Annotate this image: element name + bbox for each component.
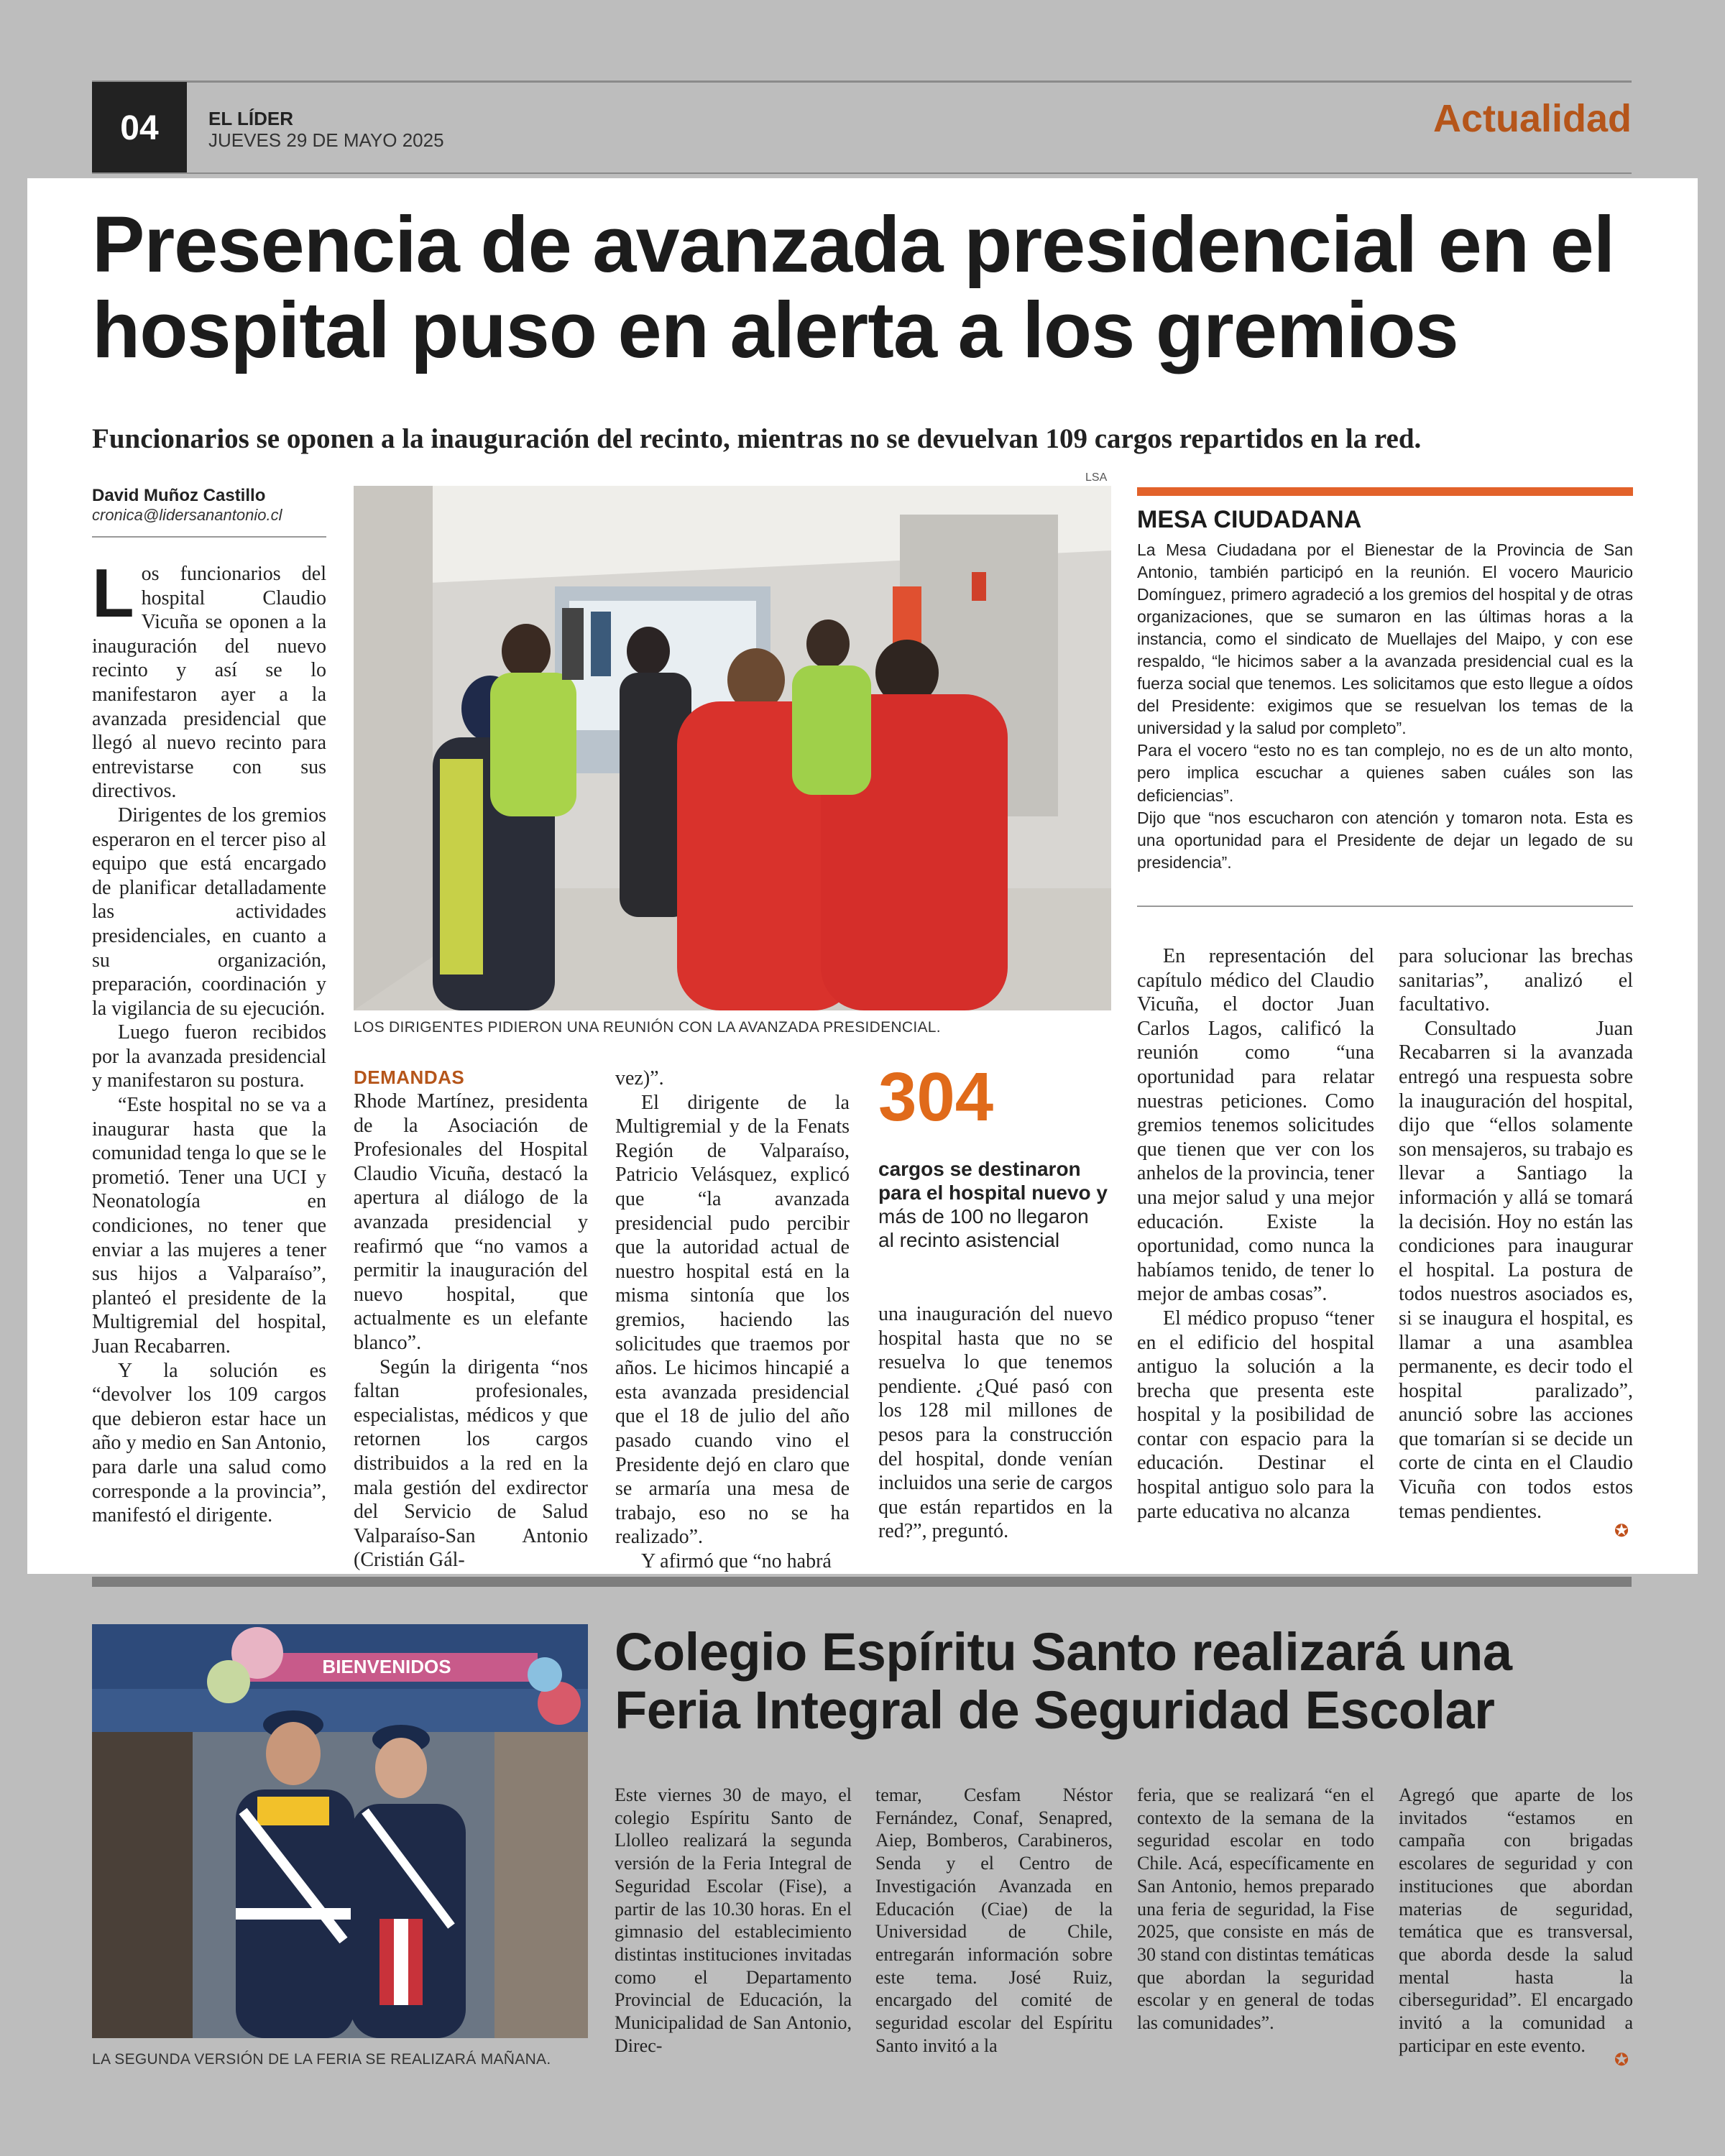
article-column-5 bbox=[1137, 944, 1374, 1524]
hospital-photo bbox=[354, 486, 1111, 1010]
paragraph: En representación del capítulo médico del Claudio Vicuña, el doctor Juan Carlos Lagos, calificó la reunión como “una oportunidad para relatar nuestras peticiones. Como gremios tenemos solicitudes que tienen que ver con los anhelos de la provincia, tener una mejor salud y una mejor educación. Existe la oportunidad, como nunca la habíamos tenido, de tener lo mejor de ambas cosas”. bbox=[1137, 945, 1374, 1306]
paragraph: vez)”. bbox=[615, 1067, 664, 1089]
sidebar-paragraph: Dijo que “nos escucharon con atención y tomaron nota. Esta es una oportunidad para el Presidente de dejar un legado de su presidencia”. bbox=[1137, 808, 1633, 872]
paragraph: El dirigente de la Multigremial y de la Fenats Región de Valparaíso, Patricio Velásquez, explicó que “la avanzada presidencial pudo percibir que la autoridad actual de nuestro hospital está en la misma sintonía que los gremios, haciendo las solicitudes que traemos por años. Le hicimos hincapié a esta avanzada presidencial que el 18 de julio del año pasado cuando vino el Presidente dejó en claro que se armaría una mesa de trabajo, eso no se ha realizado”. bbox=[615, 1091, 850, 1549]
sidebar-accent-bar bbox=[1137, 487, 1633, 496]
sidebar-bottom-rule bbox=[1137, 906, 1633, 907]
paragraph: os funcionarios del hospital Claudio Vicuña se oponen a la inauguración del nuevo recinto y así se lo manifestaron ayer a la avanzada presidencial que llegó al nuevo recinto para entrevistarse con sus directivos. bbox=[92, 563, 326, 803]
article-column-2 bbox=[354, 1089, 588, 1572]
sidebar-title: MESA CIUDADANA bbox=[1137, 506, 1362, 533]
stat-rest: más de 100 no llegaron al recinto asistencial bbox=[878, 1205, 1089, 1252]
school-fair-photo bbox=[92, 1624, 588, 2038]
paragraph: El médico propuso “tener en el edificio del hospital antiguo la solución a la brecha que presenta este hospital y la posibilidad de contar con espacio para la educación. Destinar el hospital antiguo solo para la parte educativa no alcanza bbox=[1137, 1307, 1374, 1523]
photo-caption-2: LA SEGUNDA VERSIÓN DE LA FERIA SE REALIZARÁ MAÑANA. bbox=[92, 2051, 551, 2068]
paragraph: “Este hospital no se va a inaugurar hasta que la comunidad tenga lo que se le prometió. Tener una UCI y Neonatología en condiciones, no tener que enviar a las mujeres a tener sus hijos a Valparaíso”, planteó el presidente de la Multigremial del hospital, Juan Recabarren. bbox=[92, 1094, 326, 1358]
article2-column-3 bbox=[1137, 1784, 1374, 2035]
paragraph: Luego fueron recibidos por la avanzada presidencial y manifestaron su postura. bbox=[92, 1021, 326, 1092]
article-column-4 bbox=[878, 1302, 1113, 1544]
stat-number: 304 bbox=[878, 1059, 994, 1135]
sidebar-body bbox=[1137, 539, 1633, 874]
stat-bold: cargos se destinaron para el hospital nuevo y bbox=[878, 1158, 1108, 1204]
article-separator bbox=[92, 1577, 1632, 1587]
article-column-3 bbox=[615, 1067, 850, 1573]
article-deck: Funcionarios se oponen a la inauguración del recinto, mientras no se devuelvan 109 cargos repartidos en la red. bbox=[92, 423, 1422, 454]
paragraph: Rhode Martínez, presidenta de la Asociación de Profesionales del Hospital Claudio Vicuña, destacó la apertura al diálogo de la avanzada presidencial y reafirmó que “no vamos a permitir la inauguración del nuevo hospital, que actualmente es un elefante blanco”. bbox=[354, 1090, 588, 1354]
page-number: 04 bbox=[92, 82, 187, 174]
article-column-1 bbox=[92, 555, 326, 1528]
byline-rule bbox=[92, 536, 326, 538]
school-fair-illustration bbox=[92, 1624, 588, 2038]
article2-column-1 bbox=[615, 1784, 852, 2058]
end-mark-icon: ✪ bbox=[1614, 1521, 1629, 1541]
photo-credit: LSA bbox=[1085, 471, 1108, 484]
paragraph: Agregó que aparte de los invitados “estamos en campaña con brigadas escolares de seguridad y con instituciones que abordan materias de seguridad, temática que es transversal, que aborda desde la salud mental hasta la ciberseguridad”. El encargado invitó a la comunidad a participar en este evento. bbox=[1399, 1784, 1633, 2056]
byline-email[interactable]: cronica@lidersanantonio.cl bbox=[92, 506, 282, 524]
paragraph: Dirigentes de los gremios esperaron en el tercer piso al equipo que está encargado de planificar detalladamente las actividades presidenciales, en cuanto a su organización, preparación, coordinación y la vigilancia de su ejecución. bbox=[92, 803, 326, 1020]
article2-column-4 bbox=[1399, 1784, 1633, 2058]
sidebar-paragraph: Para el vocero “esto no es tan complejo, no es de un alto monto, pero implica escuchar a quienes saben cuáles son las deficiencias”. bbox=[1137, 741, 1633, 805]
welcome-banner: BIENVENIDOS bbox=[322, 1656, 451, 1677]
paragraph: temar, Cesfam Néstor Fernández, Conaf, Senapred, Aiep, Bomberos, Carabineros, Senda y el Centro de Investigación Avanzada en Educación (Ciae) de la Universidad de Chile, entregarán información sobre este tema. José Ruiz, encargado del comité de seguridad escolar del Espíritu Santo invitó a la bbox=[875, 1784, 1113, 2056]
paragraph: una inauguración del nuevo hospital hasta que no se resuelva lo que tenemos pendiente. ¿Qué pasó con los 128 mil millones de pesos para la construcción del hospital, donde venían incluidos una serie de cargos que están repartidos en la red?”, preguntó. bbox=[878, 1303, 1113, 1543]
section-title: Actualidad bbox=[1432, 97, 1632, 140]
paragraph: Según la dirigenta “nos faltan profesionales, especialistas, médicos y que retornen los cargos distribuidos a la red en la mala gestión del exdirector del Servicio de Salud Valparaíso-San Antonio (Cristián Gál- bbox=[354, 1355, 588, 1572]
subhead-demandas: DEMANDAS bbox=[354, 1067, 465, 1088]
paper-name: EL LÍDER bbox=[208, 108, 293, 129]
article2-headline: Colegio Espíritu Santo realizará una Feria Integral de Seguridad Escolar bbox=[615, 1622, 1512, 1741]
article2-column-2 bbox=[875, 1784, 1113, 2058]
top-rule bbox=[92, 80, 1632, 83]
sidebar-paragraph: La Mesa Ciudadana por el Bienestar de la Provincia de San Antonio, también participó en la reunión. El vocero Mauricio Domínguez, primero agradeció a los gremios del hospital y de otras organizaciones, que se sumaron en las últimas horas a la instancia, como el sindicato de Muellajes del Maipo, y con ese respaldo, “le hicimos saber a la avanzada presidencial cual es la fuerza social que tenemos. Les solicitamos que esto llegue a oídos del Presidente: exigimos que se resuelvan los temas de la universidad y la salud por completo”. bbox=[1137, 540, 1633, 738]
paragraph: para solucionar las brechas sanitarias”, analizó el facultativo. bbox=[1399, 945, 1633, 1016]
paragraph: Consultado Juan Recabarren si la avanzada entregó una respuesta sobre la inauguración del hospital, dijo que “ellos solamente son mensajeros, su trabajo es llevar a Santiago la información y allá se tomará la decisión. Hoy no están las condiciones para inaugurar el hospital. La postura de todos nuestros asociados es, si se inaugura el hospital, es llamar a una asamblea permanente, es decir todo el hospital paralizado”, anunció sobre las acciones que tomarían si se decide un corte de cinta en el Claudio Vicuña con todos estos temas pendientes. bbox=[1399, 1017, 1633, 1523]
end-mark-icon: ✪ bbox=[1614, 2050, 1629, 2070]
paragraph: Y afirmó que “no habrá bbox=[641, 1549, 832, 1572]
photo-caption: LOS DIRIGENTES PIDIERON UNA REUNIÓN CON LA AVANZADA PRESIDENCIAL. bbox=[354, 1019, 941, 1036]
drop-cap: L bbox=[92, 555, 134, 632]
paragraph: Y la solución es “devolver los 109 cargos que debieron estar hace un año y medio en San Antonio, para darle una salud como corresponde a la provincia”, manifestó el dirigente. bbox=[92, 1359, 326, 1527]
header-rule bbox=[92, 172, 1632, 174]
article-headline: Presencia de avanzada presidencial en el hospital puso en alerta a los gremios bbox=[92, 201, 1615, 374]
issue-date: JUEVES 29 DE MAYO 2025 bbox=[208, 129, 444, 151]
byline-name: David Muñoz Castillo bbox=[92, 486, 266, 505]
paragraph: Este viernes 30 de mayo, el colegio Espíritu Santo de Llolleo realizará la segunda versión de la Feria Integral de Seguridad Escolar (Fise), a partir de las 10.30 horas. En el gimnasio del establecimiento distintas instituciones invitadas como el Departamento Provincial de Educación, la Municipalidad de San Antonio, Direc- bbox=[615, 1784, 852, 2056]
paragraph: feria, que se realizará “en el contexto de la semana de la seguridad escolar en todo Chile. Acá, específicamente en San Antonio, hemos preparado una feria de seguridad, la Fise 2025, que consiste en más de 30 stand con distintas temáticas que abordan la seguridad escolar y en general de todas las comunidades”. bbox=[1137, 1784, 1374, 2034]
article-column-6 bbox=[1399, 944, 1633, 1524]
hospital-photo-illustration bbox=[354, 486, 1111, 1010]
stat-text bbox=[878, 1157, 1108, 1252]
